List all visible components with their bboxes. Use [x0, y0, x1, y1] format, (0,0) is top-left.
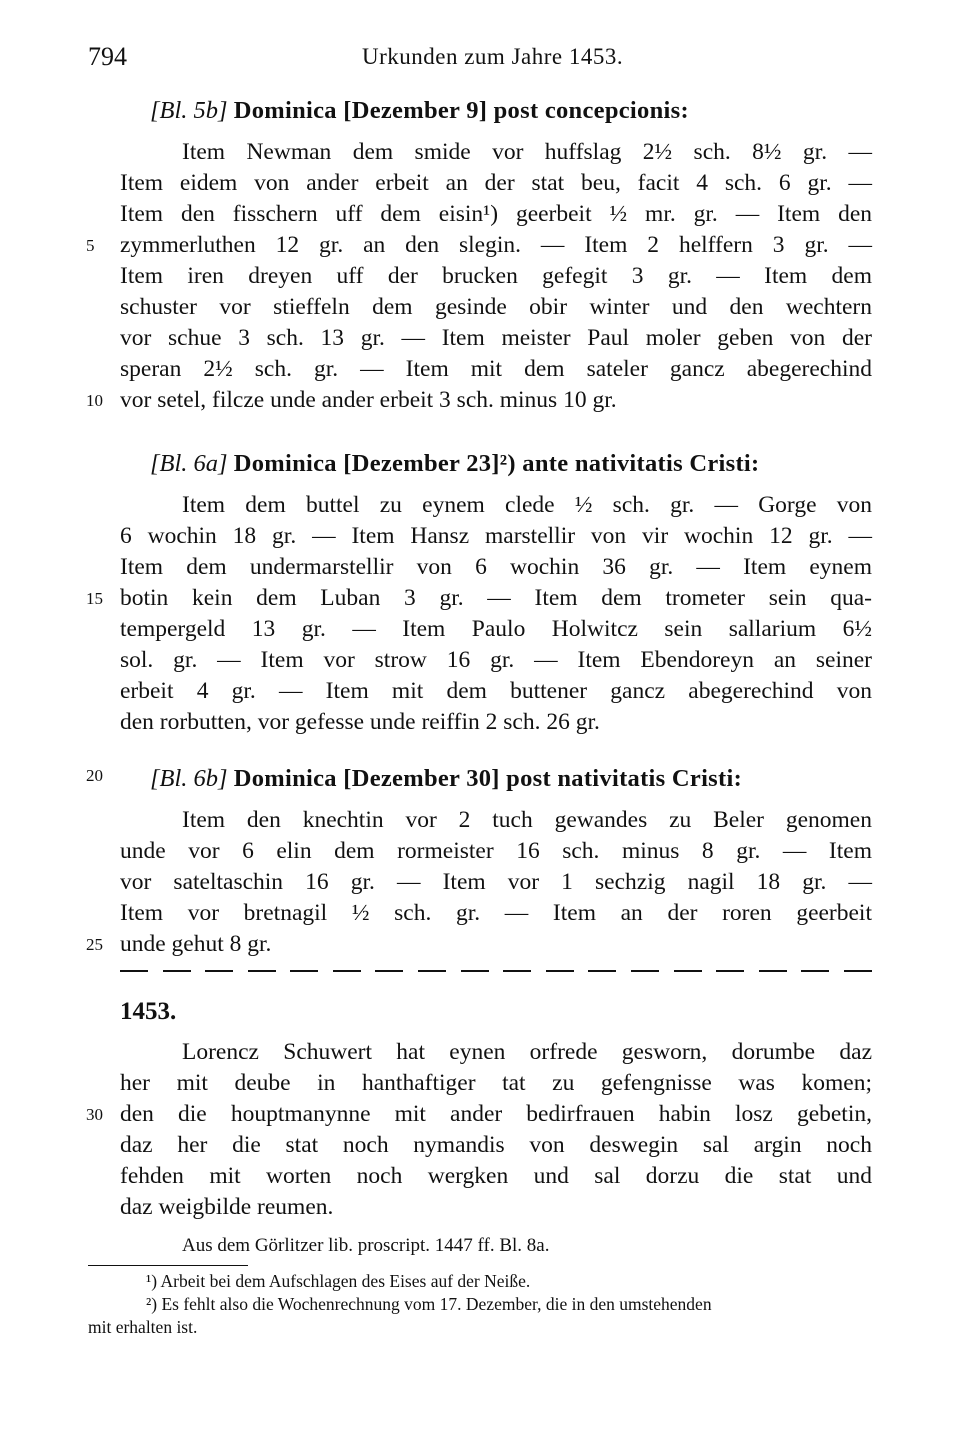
text-line: her mit deube in hanthaftiger tat zu gefengnisse was komen;: [120, 1070, 872, 1096]
footnote: ²) Es fehlt also die Wochenrechnung vom 17. Dezember, die in den umstehenden: [146, 1294, 712, 1314]
text-line: den die houptmanynne mit ander bedirfrauen habin losz gebetin,: [120, 1101, 872, 1127]
folio-reference: [Bl. 6a]: [150, 450, 228, 477]
folio-reference: [Bl. 5b]: [150, 97, 228, 124]
text-line: zymmerluthen 12 gr. an den slegin. — Item 2 helffern 3 gr. —: [120, 232, 872, 258]
text-line: unde vor 6 elin dem rormeister 16 sch. minus 8 gr. — Item: [120, 838, 872, 864]
text-line: unde gehut 8 gr.: [120, 931, 272, 957]
text-line: Item iren dreyen uff der brucken gefegit 3 gr. — Item dem: [120, 263, 872, 289]
source-citation: Aus dem Görlitzer lib. proscript. 1447 ff. Bl. 8a.: [182, 1235, 550, 1256]
section-heading: [150, 95, 872, 127]
text-line: den rorbutten, vor gefesse unde reiffin 2 sch. 26 gr.: [120, 709, 600, 735]
running-head: Urkunden zum Jahre 1453.: [362, 44, 624, 69]
line-number: 5: [86, 236, 95, 255]
line-number: 20: [86, 766, 103, 785]
text-line: vor schue 3 sch. 13 gr. — Item meister Paul moler geben von der: [120, 325, 872, 351]
text-line: daz weigbilde reumen.: [120, 1194, 334, 1220]
text-line: vor sateltaschin 16 gr. — Item vor 1 sechzig nagil 18 gr. —: [120, 869, 872, 895]
text-line: Item dem buttel zu eynem clede ½ sch. gr. — Gorge von: [182, 492, 872, 518]
line-number: 30: [86, 1105, 103, 1124]
section-title: Dominica [Dezember 23]²) ante nativitatis Cristi:: [233, 450, 760, 477]
text-line: vor setel, filcze unde ander erbeit 3 sch. minus 10 gr.: [120, 387, 617, 413]
text-line: sol. gr. — Item vor strow 16 gr. — Item Ebendoreyn an seiner: [120, 647, 872, 673]
text-line: Item dem undermarstellir von 6 wochin 36 gr. — Item eynem: [120, 554, 872, 580]
text-line: Item vor bretnagil ½ sch. gr. — Item an der roren geerbeit: [120, 900, 872, 926]
section-heading: [150, 448, 872, 480]
line-number: 15: [86, 589, 103, 608]
footnote-continuation: mit erhalten ist.: [88, 1317, 198, 1337]
year-heading: 1453.: [120, 998, 177, 1025]
dashed-separator: [120, 966, 872, 976]
text-line: Item den knechtin vor 2 tuch gewandes zu Beler genomen: [182, 807, 872, 833]
text-line: daz her die stat noch nymandis von deswegin sal argin noch: [120, 1132, 872, 1158]
section-title: Dominica [Dezember 9] post concepcionis:: [233, 97, 689, 124]
text-line: botin kein dem Luban 3 gr. — Item dem trometer sein qua-: [120, 585, 872, 611]
line-number: 25: [86, 935, 103, 954]
footnote: ¹) Arbeit bei dem Aufschlagen des Eises auf der Neiße.: [146, 1271, 531, 1291]
text-line: Lorencz Schuwert hat eynen orfrede gesworn, dorumbe daz: [182, 1039, 872, 1065]
text-line: Item den fisschern uff dem eisin¹) geerbeit ½ mr. gr. — Item den: [120, 201, 872, 227]
text-line: erbeit 4 gr. — Item mit dem buttener gancz abegerechind von: [120, 678, 872, 704]
text-line: Item Newman dem smide vor huffslag 2½ sch. 8½ gr. —: [182, 139, 872, 165]
section-title: Dominica [Dezember 30] post nativitatis Cristi:: [233, 765, 743, 792]
text-line: Item eidem von ander erbeit an der stat beu, facit 4 sch. 6 gr. —: [120, 170, 872, 196]
text-line: 6 wochin 18 gr. — Item Hansz marstellir von vir wochin 12 gr. —: [120, 523, 872, 549]
page-header: [0, 42, 960, 82]
section-heading: [150, 763, 872, 795]
footnote-rule: [88, 1265, 248, 1266]
folio-reference: [Bl. 6b]: [150, 765, 228, 792]
text-line: fehden mit worten noch wergken und sal dorzu die stat und: [120, 1163, 872, 1189]
text-line: speran 2½ sch. gr. — Item mit dem sateler gancz abegerechind: [120, 356, 872, 382]
text-line: schuster vor stieffeln dem gesinde obir winter und den wechtern: [120, 294, 872, 320]
line-number: 10: [86, 391, 103, 410]
page-number: 794: [88, 42, 127, 71]
text-line: tempergeld 13 gr. — Item Paulo Holwitcz sein sallarium 6½: [120, 616, 872, 642]
